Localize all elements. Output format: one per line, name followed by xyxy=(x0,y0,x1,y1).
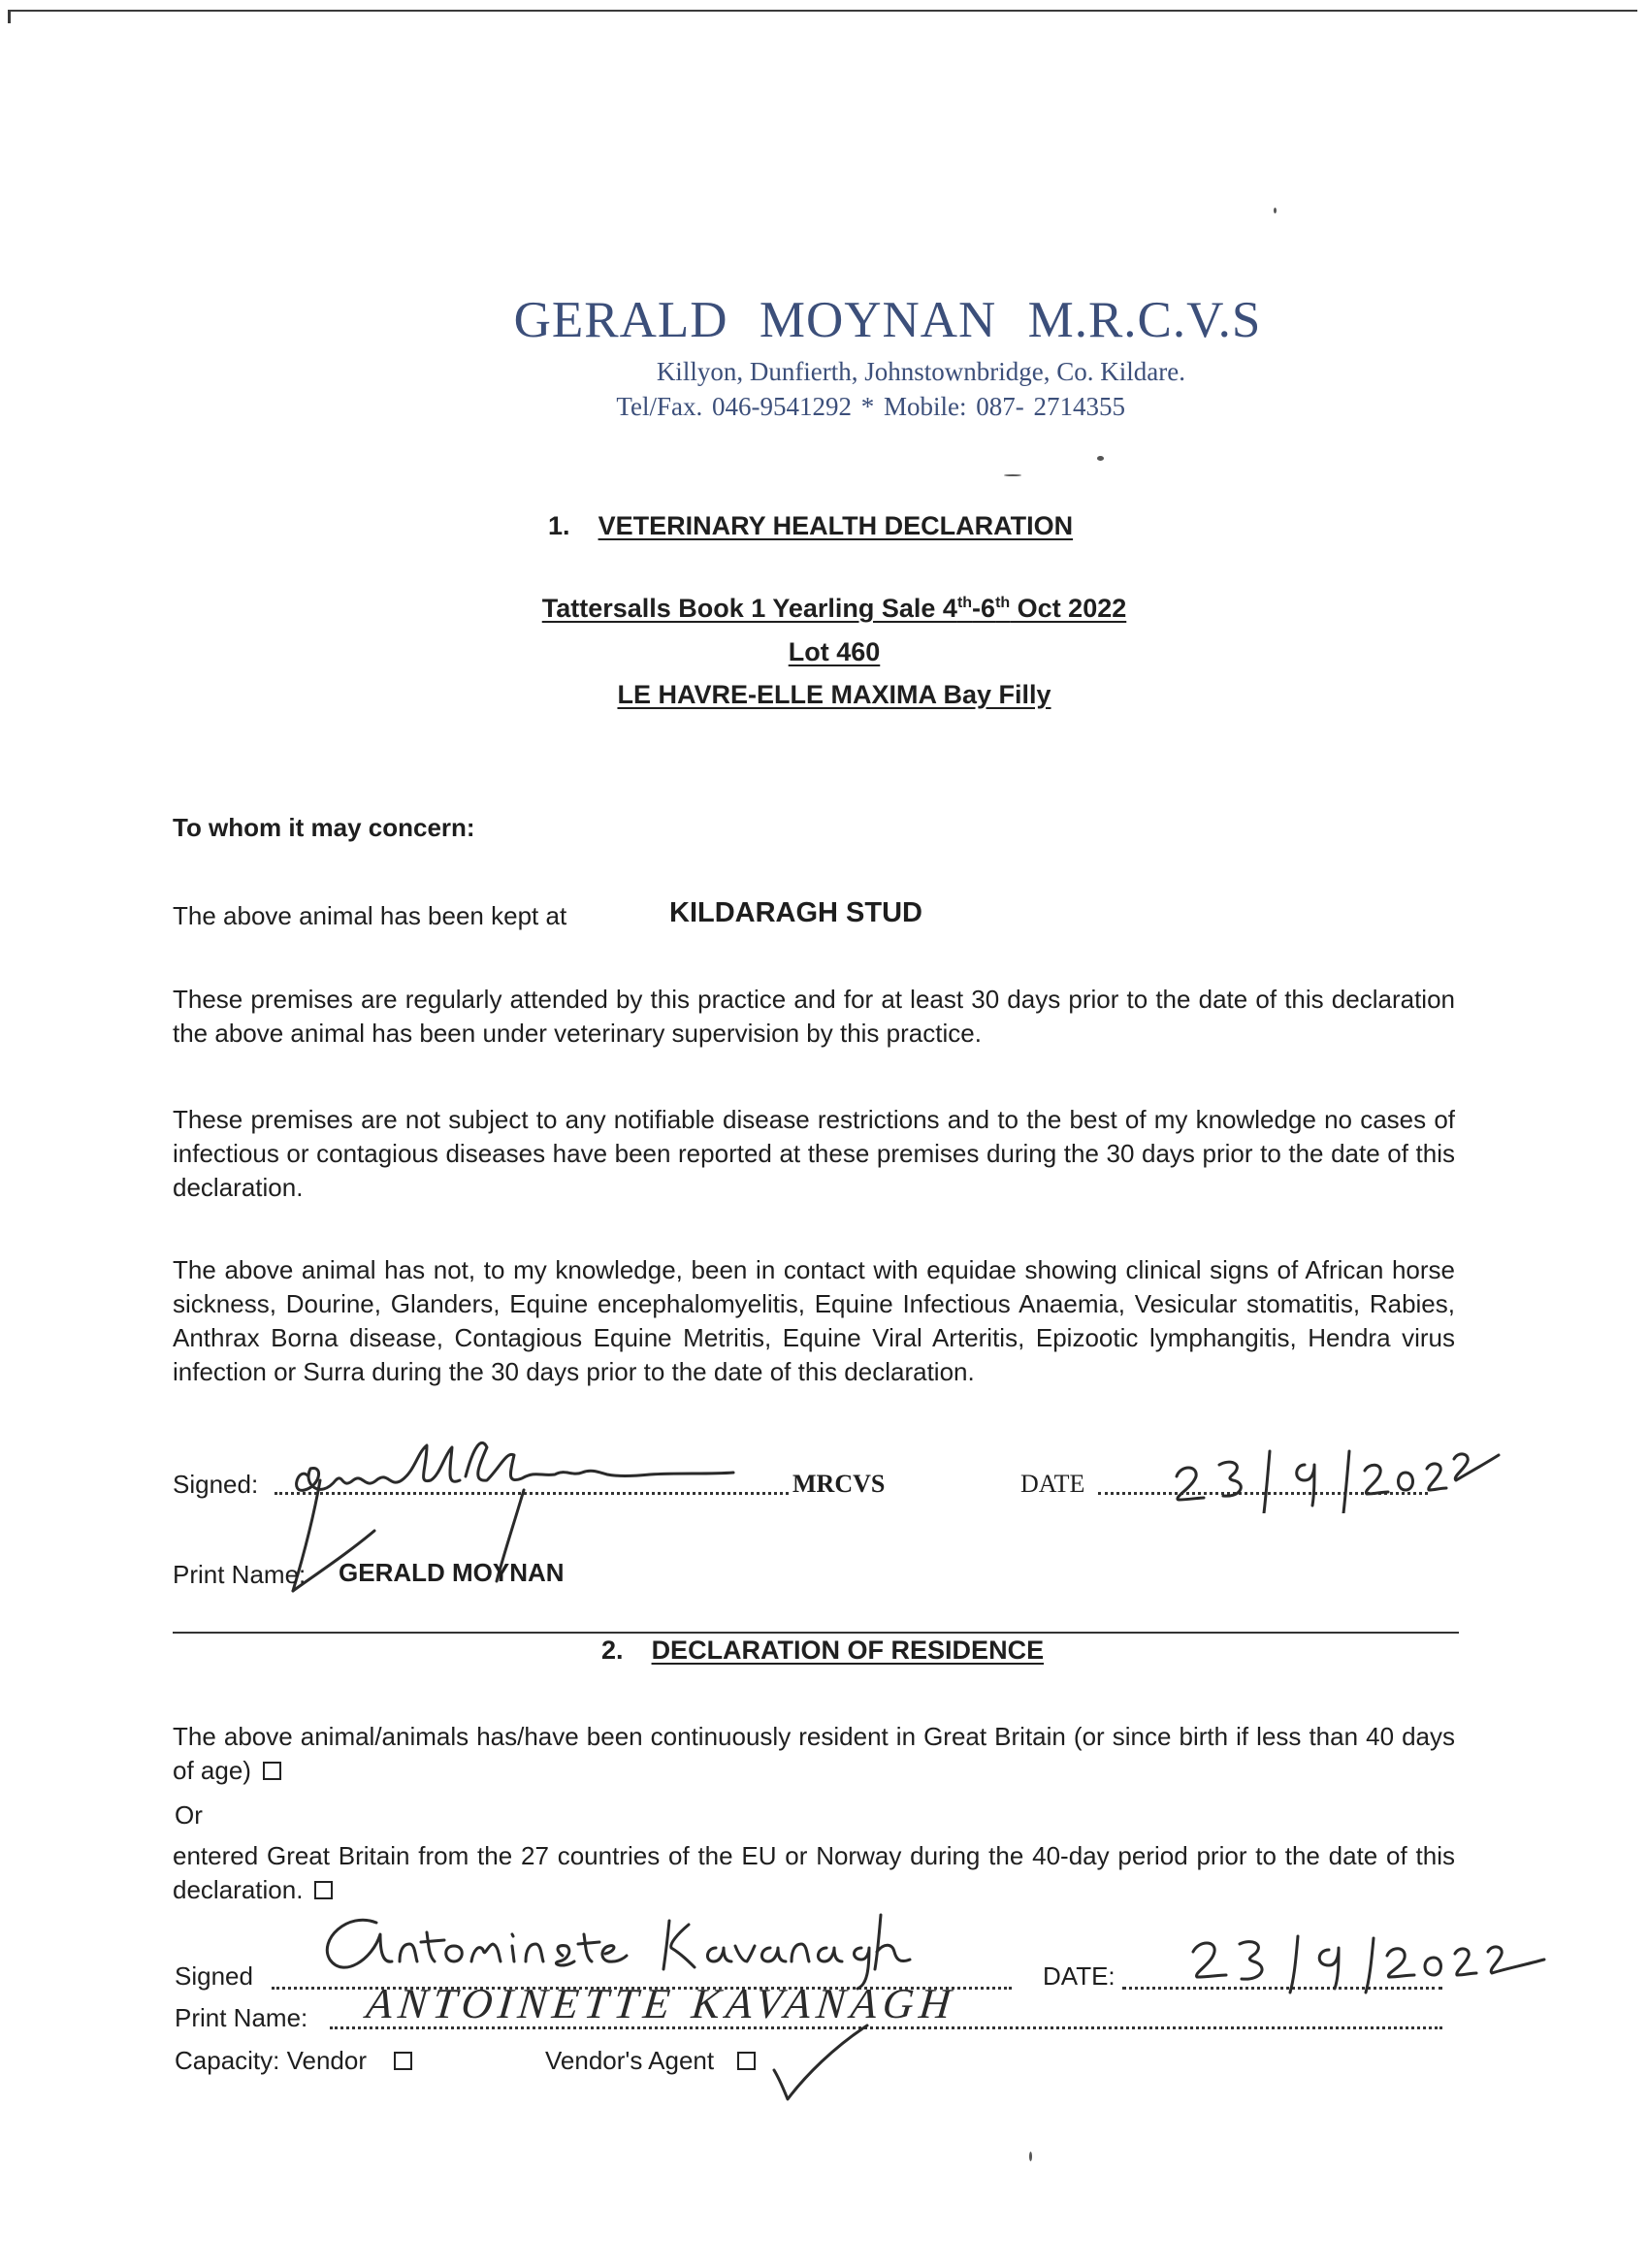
paragraph-restrictions: These premises are not subject to any notifiable disease restrictions and to the best of my knowledge no cases of infectious or contagious diseases have been reported at these premises during the 30 days prior to the date of this declaration. xyxy=(173,1105,1455,1202)
residence-option-1 xyxy=(173,1720,1455,1788)
lot-line xyxy=(0,637,1649,667)
vet-date-line xyxy=(1098,1465,1428,1495)
scan-speck xyxy=(1029,2152,1032,2161)
vet-signed-label: Signed: xyxy=(173,1470,259,1499)
vet-signed-suffix: MRCVS xyxy=(792,1470,886,1498)
sale-title xyxy=(0,594,1649,624)
letterhead-name: GERALD MOYNAN M.R.C.V.S xyxy=(513,292,1262,348)
letterhead-address: Killyon, Dunfierth, Johnstownbridge, Co. Kildare. xyxy=(656,357,1185,386)
sale-sup-2: th xyxy=(995,595,1011,611)
agent-checkmark xyxy=(766,2018,873,2105)
letterhead-contact: Tel/Fax. 046-9541292 * Mobile: 087- 2714355 xyxy=(616,392,1125,421)
salutation: To whom it may concern: xyxy=(173,813,475,842)
sale-sup-1: th xyxy=(956,595,973,611)
vendor-print-name-label: Print Name: xyxy=(175,2003,308,2032)
vendor-date-line xyxy=(1122,1958,1442,1990)
agent-label xyxy=(545,2046,756,2076)
sale-suffix: Oct 2022 xyxy=(1010,594,1127,623)
vendor-checkbox[interactable] xyxy=(394,2052,412,2070)
capacity-vendor-label: Capacity: Vendor xyxy=(175,2046,368,2075)
or-label: Or xyxy=(175,1800,203,1830)
horse-name: LE HAVRE-ELLE MAXIMA Bay Filly xyxy=(617,680,1051,709)
vendor-print-name-value: ANTOINETTE KAVANAGH xyxy=(364,1980,959,2027)
vendor-agent-checkbox[interactable] xyxy=(737,2052,756,2070)
sale-mid: -6 xyxy=(972,594,996,623)
scan-speck xyxy=(1274,208,1277,213)
residence-option-1-text: The above animal/animals has/have been continuously resident in Great Britain (or since birth if less than 40 days of age) xyxy=(173,1722,1455,1785)
section2-number: 2. xyxy=(601,1636,624,1665)
paragraph-contact: The above animal has not, to my knowledge, been in contact with equidae showing clinical signs of African horse sickness, Dourine, Glanders, Equine encephalomyelitis, Equine Infectious Anaemia, Vesicular stomatitis, Rabies, Anthrax Borna disease, Contagious Equine Metritis, Equine Viral Arteritis, Epizootic lymphangitis, Hendra virus infection or Surra during the 30 days prior to the date of this declaration. xyxy=(173,1255,1455,1386)
scan-edge-mark xyxy=(8,10,11,23)
option-1-checkbox[interactable] xyxy=(263,1762,281,1780)
vet-print-name-label: Print Name: xyxy=(173,1560,307,1589)
kept-at-label: The above animal has been kept at xyxy=(173,901,567,930)
vendor-signed-label: Signed xyxy=(175,1961,253,1991)
vendor-date-label: DATE: xyxy=(1043,1961,1116,1991)
capacity-label xyxy=(175,2046,412,2076)
kept-at-value: KILDARAGH STUD xyxy=(669,897,922,928)
scan-edge-line xyxy=(8,10,1637,12)
section2-title: DECLARATION OF RESIDENCE xyxy=(651,1636,1045,1665)
option-2-checkbox[interactable] xyxy=(314,1881,333,1899)
sale-title-text: Tattersalls Book 1 Yearling Sale 4 xyxy=(541,594,957,623)
scan-speck xyxy=(1004,474,1021,476)
vet-date-label: DATE xyxy=(1020,1470,1085,1498)
section-divider xyxy=(173,1632,1459,1634)
residence-option-2-text: entered Great Britain from the 27 countries of the EU or Norway during the 40-day period prior to the date of this declaration. xyxy=(173,1841,1455,1904)
section1-title: VETERINARY HEALTH DECLARATION xyxy=(598,511,1074,540)
section1-number: 1. xyxy=(548,511,570,540)
horse-line xyxy=(0,680,1649,710)
residence-option-2 xyxy=(173,1839,1455,1907)
lot-number: Lot 460 xyxy=(788,637,881,666)
vet-print-name-value: GERALD MOYNAN xyxy=(339,1558,565,1587)
vendor-agent-label: Vendor's Agent xyxy=(545,2046,715,2075)
paragraph-supervision: These premises are regularly attended by this practice and for at least 30 days prior to the date of this declaration the above animal has been under veterinary supervision by this practice. xyxy=(173,985,1455,1048)
scan-speck xyxy=(1097,456,1104,461)
section1-heading xyxy=(548,511,1073,541)
vet-signature-line xyxy=(275,1465,789,1495)
section2-heading xyxy=(601,1636,1044,1666)
